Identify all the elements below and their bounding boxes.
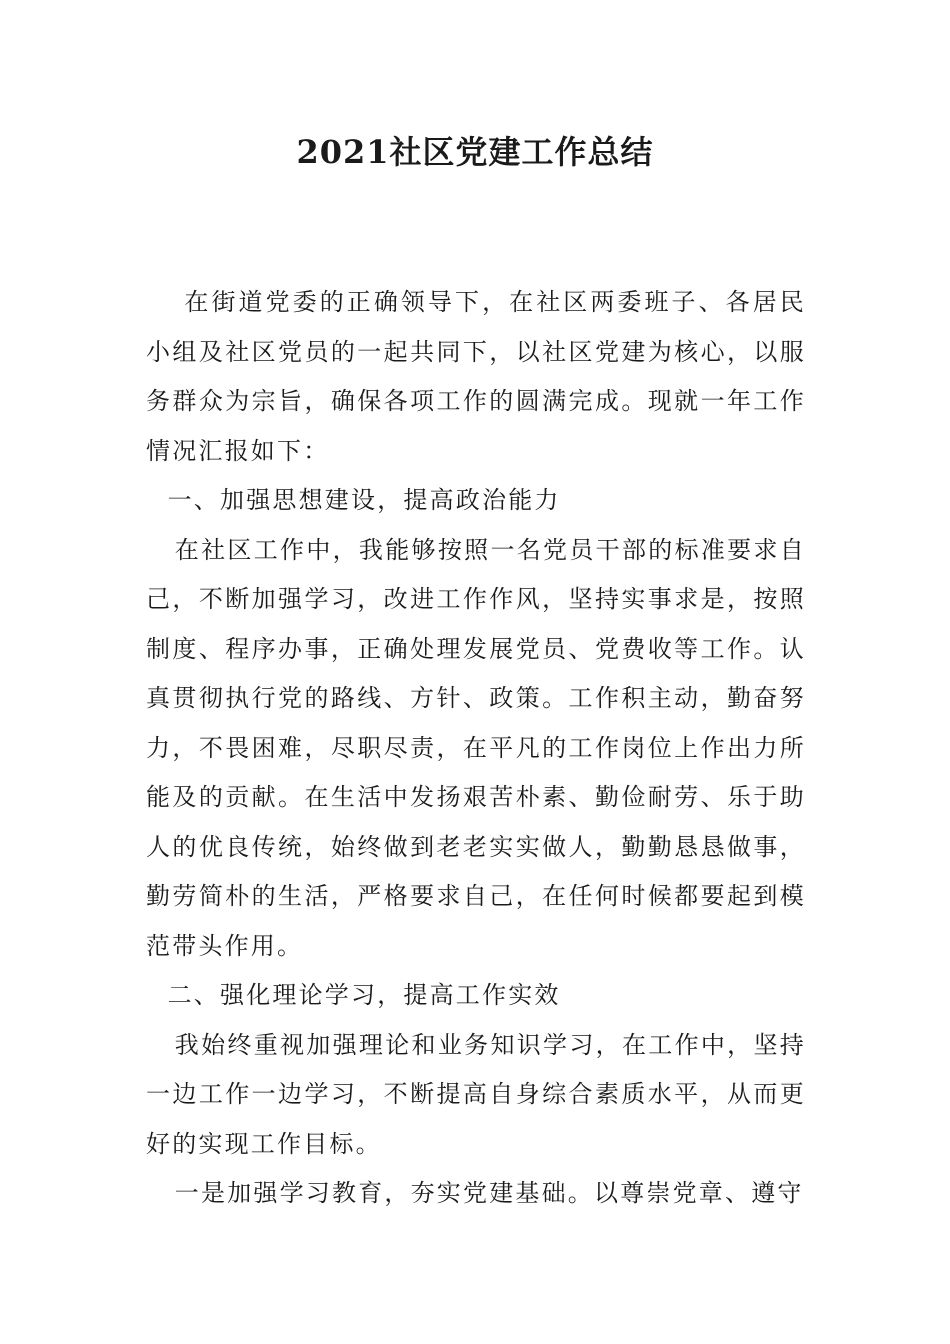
section-heading-2: 二、强化理论学习，提高工作实效 xyxy=(167,981,561,1009)
section-2-point-1: 一是加强学习教育，夯实党建基础。以尊崇党章、遵守 xyxy=(174,1179,804,1207)
intro-paragraph: 在街道党委的正确领导下，在社区两委班子、各居民小组及社区党员的一起共同下，以社区党建为核心，以服务群众为宗旨，确保各项工作的圆满完成。现就一年工作情况汇报如下： xyxy=(146,288,806,465)
section-2-paragraph: 我始终重视加强理论和业务知识学习，在工作中，坚持一边工作一边学习，不断提高自身综合素质水平，从而更好的实现工作目标。 xyxy=(146,1030,806,1158)
section-1-paragraph: 在社区工作中，我能够按照一名党员干部的标准要求自己，不断加强学习，改进工作作风，坚持实事求是，按照制度、程序办事，正确处理发展党员、党费收等工作。认真贯彻执行党的路线、方针、政策。工作积主动，勤奋努力，不畏困难，尽职尽责，在平凡的工作岗位上作出力所能及的贡献。在生活中发扬艰苦朴素、勤俭耐劳、乐于助人的优良传统，始终做到老老实实做人，勤勤恳恳做事，勤劳简朴的生活，严格要求自己，在任何时候都要起到模范带头作用。 xyxy=(146,535,806,960)
section-heading-1: 一、加强思想建设，提高政治能力 xyxy=(167,486,561,514)
document-body xyxy=(146,278,806,1219)
document-title: 2021社区党建工作总结 xyxy=(296,133,654,171)
